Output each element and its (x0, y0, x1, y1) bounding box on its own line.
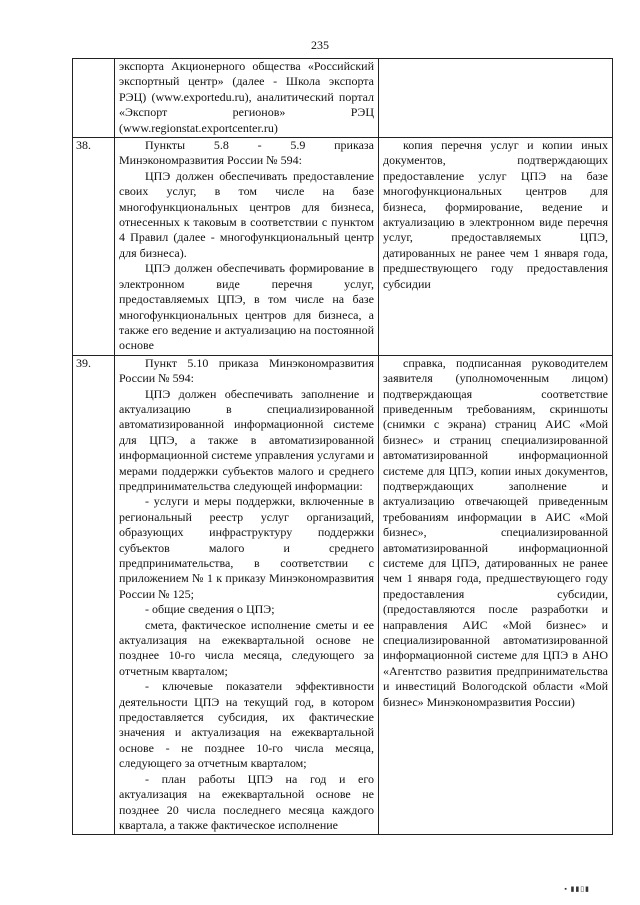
table-row (73, 138, 613, 356)
documents-cell (379, 59, 613, 138)
row-number-cell: 38. (73, 138, 115, 356)
requirement-text: экспорта Акционерного общества «Российский экспортный центр» (далее - Школа экспорта РЭЦ) (www.exportedu.ru), аналитический портал «Экспорт регионов» РЭЦ (www.regionstat.exportcenter.ru) (119, 59, 374, 135)
documents-text: копия перечня услуг и копии иных документов, подтверждающих предоставление услуг ЦПЭ на базе многофункциональных центров для бизнеса, формирование, ведение и актуализацию в электронном виде перечня услуг, предоставляемых ЦПЭ, датированных не ранее чем 1 января года, предшествующего году предоставления субсидии (383, 138, 608, 291)
requirements-table (72, 58, 613, 835)
scan-mark: ▪ ▮▮▯▮ (564, 885, 590, 893)
documents-cell (379, 355, 613, 835)
requirement-heading: Пункт 5.10 приказа Минэкономразвития России № 594: (119, 355, 374, 386)
requirement-list-item: - план работы ЦПЭ на год и его актуализация на ежеквартальной основе не позднее 20 числа последнего месяца каждого квартала, а также фактическое исполнение (119, 771, 374, 832)
requirement-paragraph: ЦПЭ должен обеспечивать заполнение и актуализацию в специализированной автоматизированной информационной системе для ЦПЭ, а также в автоматизированной информационной системе управления услугами и мерами поддержки субъектов малого и среднего предпринимательства следующей информации: (119, 386, 374, 493)
requirement-cell (115, 355, 379, 835)
table-row-continued (73, 59, 613, 138)
requirement-list-item: - ключевые показатели эффективности деятельности ЦПЭ на текущий год, в котором предоставляется субсидия, их фактические значения и актуализация на ежеквартальной основе - не позднее 10-го числа месяца, следующего за отчетным кварталом; (119, 679, 374, 771)
row-number-cell (73, 59, 115, 138)
documents-cell (379, 138, 613, 356)
requirement-paragraph: ЦПЭ должен обеспечивать формирование в электронном виде перечня услуг, предоставляемых ЦПЭ, в том числе на базе многофункциональных центров для бизнеса, а также его ведение и актуализацию на постоянной основе (119, 261, 374, 353)
row-number-cell: 39. (73, 355, 115, 835)
requirement-paragraph: ЦПЭ должен обеспечивать предоставление своих услуг, в том числе на базе многофункциональных центров для бизнеса, отнесенных к таковым в соответствии с пунктом 4 Правил (далее - многофункциональный центр для бизнеса). (119, 168, 374, 260)
page-number: 235 (311, 38, 329, 52)
requirement-list-item: - услуги и меры поддержки, включенные в региональный реестр услуг организаций, образующих инфраструктуру поддержки субъектов малого и среднего предпринимательства, в соответствии с приложением № 1 к приказу Минэкономразвития России № 125; (119, 494, 374, 601)
requirement-heading: Пункты 5.8 - 5.9 приказа Минэкономразвития России № 594: (119, 138, 374, 168)
requirement-paragraph: смета, фактическое исполнение сметы и ее актуализация на ежеквартальной основе не позднее 10-го числа месяца, следующего за отчетным кварталом; (119, 617, 374, 678)
requirement-cell (115, 59, 379, 138)
requirement-cell (115, 138, 379, 356)
requirement-list-item: - общие сведения о ЦПЭ; (145, 602, 275, 617)
documents-text: справка, подписанная руководителем заявителя (уполномоченным лицом) подтверждающая соответствие приведенным требованиям, скриншоты (снимки с экрана) страниц АИС «Мой бизнес» и страниц специализированной автоматизированной информационной системе для ЦПЭ, копии иных документов, подтверждающих заполнение и актуализацию отвечающей приведенным требованиям информации в АИС «Мой бизнес», специализированной автоматизированной информационной системе для ЦПЭ, датированных не ранее чем 1 января года, предшествующего году предоставления субсидии, (предоставляются после разработки и направления АИС «Мой бизнес» и специализированной автоматизированной информационной системе для ЦПЭ в АНО «Агентство развития предпринимательства и инвестиций Вологодской области «Мой бизнес» Минэкономразвития России) (383, 355, 608, 709)
table-row (73, 355, 613, 835)
